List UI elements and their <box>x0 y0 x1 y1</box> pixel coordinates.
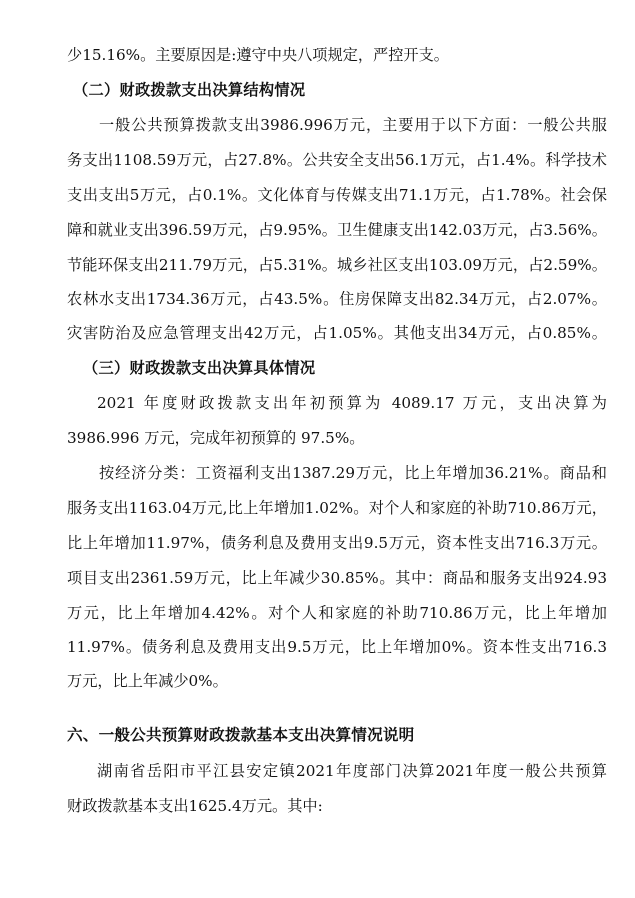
section-heading-basic-expenditure: 六、一般公共预算财政拨款基本支出决算情况说明 <box>67 726 415 744</box>
paragraph-line: 一般公共预算拨款支出3986.996万元，主要用于以下方面：一般公共服 <box>99 116 607 134</box>
paragraph-line: 2021 年度财政拨款支出年初预算为 4089.17 万元，支出决算为 <box>97 394 607 412</box>
paragraph-line: 3986.996 万元，完成年初预算的 97.5%。 <box>67 429 365 447</box>
paragraph-line: 湖南省岳阳市平江县安定镇2021年度部门决算2021年度一般公共预算 <box>97 762 607 780</box>
paragraph-line: 支出支出5万元，占0.1%。文化体育与传媒支出71.1万元，占1.78%。社会保 <box>67 186 607 204</box>
paragraph-line: 按经济分类：工资福利支出1387.29万元，比上年增加36.21%。商品和 <box>99 464 607 482</box>
paragraph-line: 财政拨款基本支出1625.4万元。其中: <box>67 797 323 815</box>
paragraph-line: 障和就业支出396.59万元，占9.95%。卫生健康支出142.03万元，占3.56%。 <box>67 221 607 239</box>
paragraph-line: 比上年增加11.97%，债务利息及费用支出9.5万元，资本性支出716.3万元。 <box>67 534 607 552</box>
paragraph-line: 少15.16%。主要原因是:遵守中央八项规定，严控开支。 <box>67 46 449 64</box>
paragraph-line: 节能环保支出211.79万元，占5.31%。城乡社区支出103.09万元，占2.59%。 <box>67 256 607 274</box>
paragraph-line: 服务支出1163.04万元,比上年增加1.02%。对个人和家庭的补助710.86万元， <box>67 499 607 517</box>
paragraph-line: 灾害防治及应急管理支出42万元，占1.05%。其他支出34万元，占0.85%。 <box>67 324 607 342</box>
paragraph-line: 农林水支出1734.36万元，占43.5%。住房保障支出82.34万元，占2.07%。 <box>67 290 607 308</box>
paragraph-line: 万元，比上年增加4.42%。对个人和家庭的补助710.86万元，比上年增加 <box>67 604 607 622</box>
paragraph-line: 11.97%。债务利息及费用支出9.5万元，比上年增加0%。资本性支出716.3 <box>67 638 607 656</box>
paragraph-line: 务支出1108.59万元，占27.8%。公共安全支出56.1万元，占1.4%。科学技术 <box>67 151 607 169</box>
subsection-heading-details: （三）财政拨款支出决算具体情况 <box>83 359 316 377</box>
paragraph-line: 万元，比上年减少0%。 <box>67 672 228 690</box>
subsection-heading-structure: （二）财政拨款支出决算结构情况 <box>73 81 306 99</box>
paragraph-line: 项目支出2361.59万元，比上年减少30.85%。其中：商品和服务支出924.93 <box>67 569 607 587</box>
